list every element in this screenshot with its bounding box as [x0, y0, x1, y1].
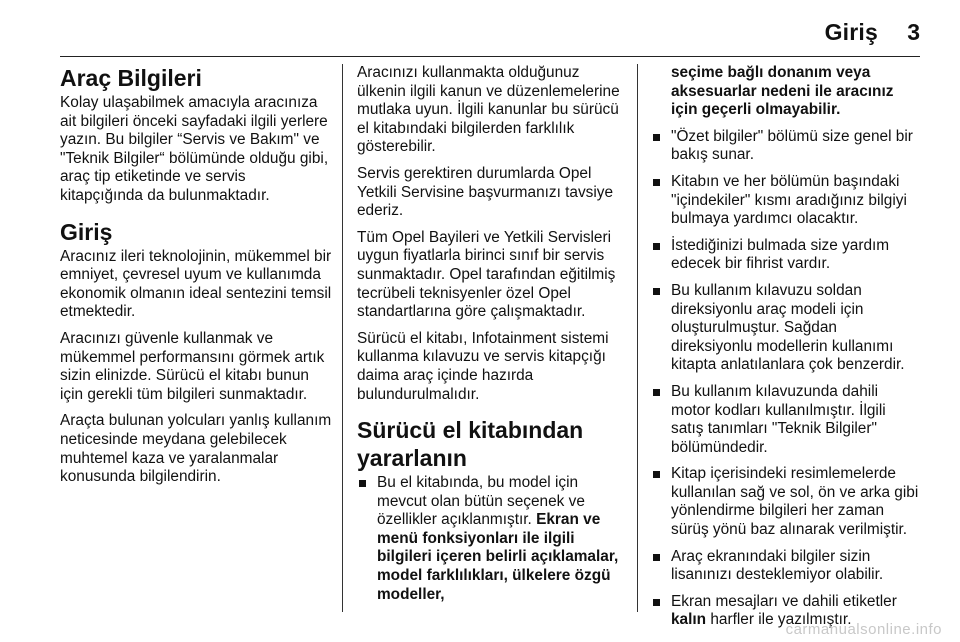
chapter-title: Giriş	[824, 19, 878, 45]
list-item: "Özet bilgiler" bölümü size genel bir bakış sunar.	[651, 128, 921, 165]
column-3	[651, 64, 921, 638]
page-header	[0, 0, 960, 56]
bullet-bold-text: seçime bağlı donanım veya aksesuarlar nedeni ile aracınız için geçerli olmayabilir.	[671, 64, 894, 119]
column-divider-2	[637, 64, 638, 612]
paragraph: Kolay ulaşabilmek amacıyla aracınıza ait bilgileri önceki sayfadaki ilgili yerlere yazın. Bu bilgiler “Servis ve Bakım" ve "Teknik Bilgiler“ bölümünde olduğu gibi, araç tip etiketinde ve servis kitapçığında da bulunmaktadır.	[60, 94, 329, 204]
bullet-text: Bu el kitabında, bu model için mevcut olan bütün seçenek ve özellikler açıklanmıştır.	[377, 474, 585, 529]
bullet-list	[651, 128, 921, 630]
bullet-bold-word: kalın	[671, 611, 707, 629]
list-item: Araç ekranındaki bilgiler sizin lisanınızı desteklemiyor olabilir.	[651, 548, 921, 585]
list-item	[357, 474, 625, 604]
list-item: Kitabın ve her bölümün başındaki "içindekiler" kısmı aradığınız bilgiyi bulmaya yardımcı olacaktır.	[651, 173, 921, 229]
page-number: 3	[907, 19, 920, 45]
column-divider-1	[342, 64, 343, 612]
paragraph: Aracınızı kullanmakta olduğunuz ülkenin ilgili kanun ve düzenlemelerine mutlaka uyun. İlgili kanunlar bu sürücü el kitabındaki bilgilerden farklılık gösterebilir.	[357, 64, 620, 156]
paragraph: Sürücü el kitabı, Infotainment sistemi kullanma kılavuzu ve servis kitapçığı daima araç içinde hazırda bulundurulmalıdır.	[357, 329, 609, 403]
list-item: Kitap içerisindeki resimlemelerde kullanılan sağ ve sol, ön ve arka gibi yönlendirme bilgileri her zaman sürüş yönü baz alınarak verilmiştir.	[651, 465, 921, 539]
paragraph: Aracınızı güvenle kullanmak ve mükemmel performansını görmek artık sizin elinizde. Sürücü el kitabı bunun için gerekli tüm bilgileri sunmaktadır.	[60, 329, 325, 403]
bullet-text-tail: harfler ile yazılmıştır.	[710, 611, 852, 629]
header-divider	[60, 56, 920, 57]
paragraph: Servis gerektiren durumlarda Opel Yetkili Servisine başvurmanızı tavsiye ederiz.	[357, 164, 614, 220]
heading-surucu-el-kitabi: Sürücü el kitabından yararlanın	[357, 417, 584, 472]
watermark: carmanualsonline.info	[785, 621, 942, 638]
heading-arac-bilgileri: Araç Bilgileri	[60, 65, 202, 91]
bullet-continuation	[651, 64, 921, 120]
list-item: İstediğinizi bulmada size yardım edecek bir fihrist vardır.	[651, 237, 921, 274]
list-item: Bu kullanım kılavuzunda dahili motor kodları kullanılmıştır. İlgili satış tanımları "Teknik Bilgiler" bölümündedir.	[651, 383, 921, 457]
bullet-bold-text: Ekran ve menü fonksiyonları ile ilgili bilgileri içeren belirli açıklamalar, model farklılıkları, ülkelere özgü modeller,	[377, 511, 619, 603]
bullet-list	[357, 474, 625, 604]
column-1	[60, 64, 332, 495]
paragraph: Tüm Opel Bayileri ve Yetkili Servisleri uygun fiyatlarla birinci sınıf bir servis sunmaktadır. Opel tarafından eğitilmiş tecrübeli teknisyenler özel Opel standartlarına göre çalışmaktadır.	[357, 228, 616, 321]
paragraph: Aracınız ileri teknolojinin, mükemmel bir emniyet, çevresel uyum ve kullanımda ekonomik olmanın ideal sentezini temsil etmektedir.	[60, 247, 332, 321]
bullet-text: Ekran mesajları ve dahili etiketler	[671, 592, 897, 610]
list-item: Bu kullanım kılavuzu soldan direksiyonlu araç modeli için oluşturulmuştur. Sağdan direksiyonlu modellerin kullanımı kitapta anlatılanlara çok benzerdir.	[651, 282, 921, 375]
column-2	[357, 64, 625, 612]
heading-giris: Giriş	[60, 218, 113, 245]
paragraph: Araçta bulunan yolcuları yanlış kullanım neticesinde meydana gelebilecek muhtemel kaza ve yaralanmalar konusunda bilgilendirin.	[60, 412, 332, 486]
